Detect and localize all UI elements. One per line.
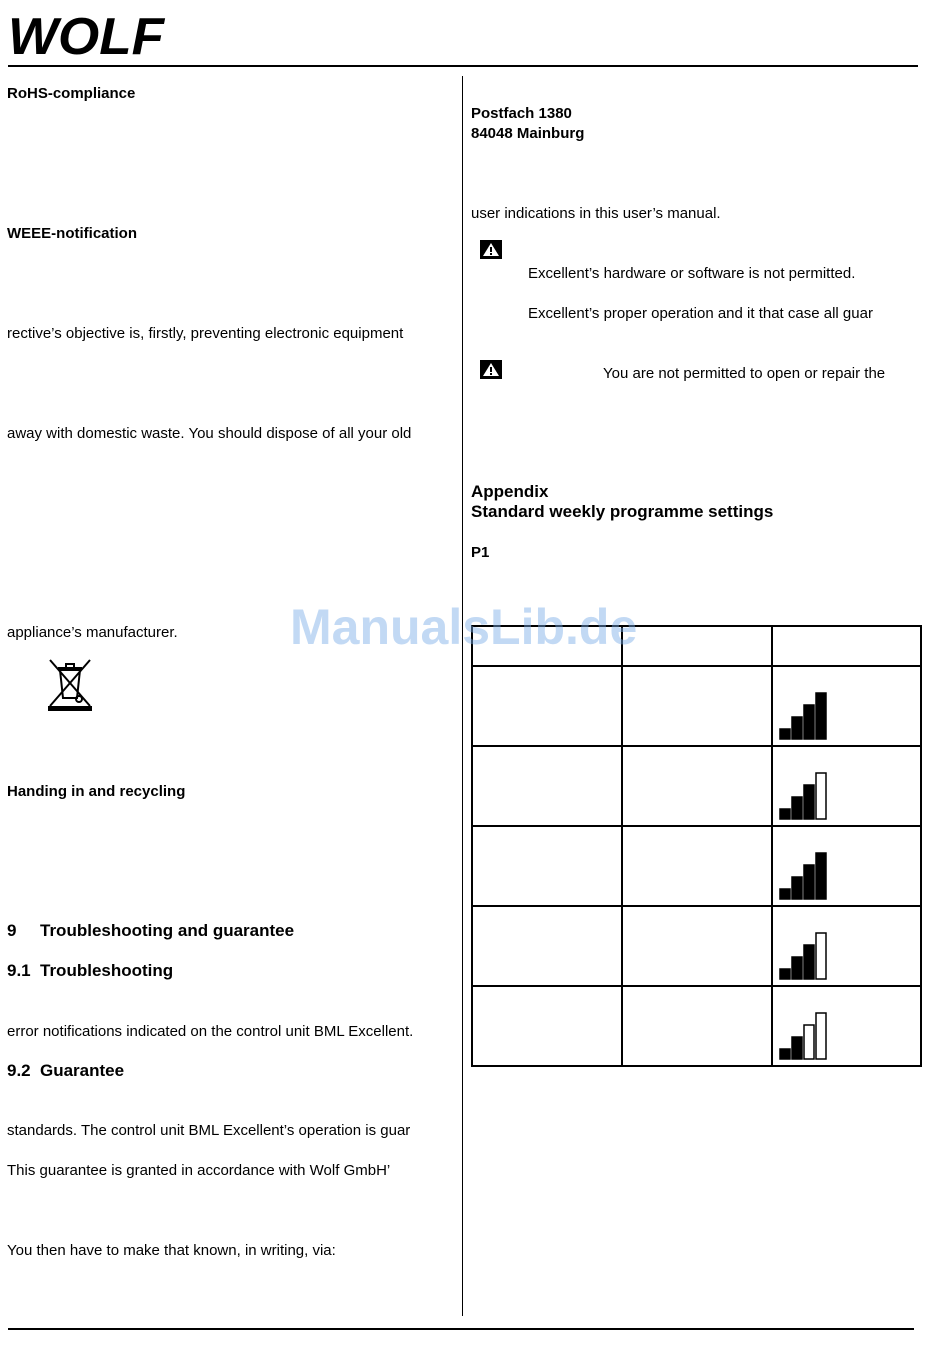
level-bar <box>792 877 802 899</box>
level-bar <box>780 1049 790 1059</box>
address-line: Postfach 1380 <box>471 105 572 122</box>
level-bar <box>816 933 826 979</box>
address-line: 84048 Mainburg <box>471 125 585 142</box>
table-header-cell <box>771 625 922 667</box>
appendix-title: Appendix <box>471 482 549 501</box>
table-cell <box>471 905 623 987</box>
table-header-cell <box>621 625 773 667</box>
table-cell <box>471 665 623 747</box>
level-bar <box>792 1037 802 1059</box>
warning-icon <box>480 360 502 379</box>
section-9-2-number: 9.2 <box>7 1061 31 1080</box>
level-bar <box>804 1025 814 1059</box>
table-cell <box>471 745 623 827</box>
warning-text-line: You are not permitted to open or repair the <box>603 365 886 382</box>
watermark: ManualsLib.de <box>290 599 638 655</box>
guarantee-text-line: You then have to make that known, in writing, via: <box>7 1242 336 1259</box>
level-bar <box>804 705 814 739</box>
guarantee-text-line: This guarantee is granted in accordance with Wolf GmbH’ <box>7 1162 391 1179</box>
warning-text-line: Excellent’s hardware or software is not permitted. <box>528 265 856 282</box>
weee-heading: WEEE-notification <box>7 225 137 242</box>
level-bar <box>792 797 802 819</box>
table-cell <box>621 665 773 747</box>
table-cell <box>621 905 773 987</box>
level-indicator-icon <box>778 771 828 821</box>
level-bar <box>816 773 826 819</box>
troubleshooting-text: error notifications indicated on the control unit BML Excellent. <box>7 1023 414 1040</box>
weee-text-line: rective’s objective is, firstly, preventing electronic equipment <box>7 325 404 342</box>
table-cell <box>771 745 922 827</box>
table-cell <box>771 665 922 747</box>
section-9-1-title: Troubleshooting <box>40 961 174 980</box>
warning-icon <box>480 240 502 259</box>
header-rule <box>8 65 918 67</box>
column-divider <box>462 76 463 1316</box>
indications-text: user indications in this user’s manual. <box>471 205 721 222</box>
level-bar <box>780 889 790 899</box>
level-bar <box>792 717 802 739</box>
level-indicator-icon <box>778 851 828 901</box>
table-cell <box>471 825 623 907</box>
weee-text-line: appliance’s manufacturer. <box>7 624 178 641</box>
warning-text-line: Excellent’s proper operation and it that case all guar <box>528 305 873 322</box>
wolf-logo <box>8 8 168 63</box>
weee-text-line: away with domestic waste. You should dispose of all your old <box>7 425 412 442</box>
level-bar <box>804 785 814 819</box>
level-bar <box>804 865 814 899</box>
table-cell <box>771 905 922 987</box>
section-9-number: 9 <box>7 921 17 940</box>
recycling-heading: Handing in and recycling <box>7 783 186 800</box>
table-cell <box>621 745 773 827</box>
section-9-2-title: Guarantee <box>40 1061 125 1080</box>
section-9-1-number: 9.1 <box>7 961 31 980</box>
section-9-title: Troubleshooting and guarantee <box>40 921 295 940</box>
level-bar <box>780 969 790 979</box>
table-cell <box>471 985 623 1067</box>
level-bar <box>792 957 802 979</box>
program-label: P1 <box>471 544 490 561</box>
level-bar <box>816 1013 826 1059</box>
table-cell <box>621 825 773 907</box>
settings-table <box>471 625 922 1064</box>
appendix-subtitle: Standard weekly programme settings <box>471 502 774 521</box>
table-cell <box>771 985 922 1067</box>
table-cell <box>771 825 922 907</box>
rohs-heading: RoHS-compliance <box>7 85 136 102</box>
level-bar <box>780 809 790 819</box>
level-bar <box>804 945 814 979</box>
table-cell <box>621 985 773 1067</box>
guarantee-text-line: standards. The control unit BML Excellent’s operation is guar <box>7 1122 411 1139</box>
crossed-bin-icon <box>46 658 94 714</box>
level-bar <box>780 729 790 739</box>
level-bar <box>816 693 826 739</box>
svg-text:WOLF: WOLF <box>8 8 166 63</box>
level-indicator-icon <box>778 931 828 981</box>
level-bar <box>816 853 826 899</box>
footer-rule <box>8 1328 914 1330</box>
level-indicator-icon <box>778 1011 828 1061</box>
level-indicator-icon <box>778 691 828 741</box>
